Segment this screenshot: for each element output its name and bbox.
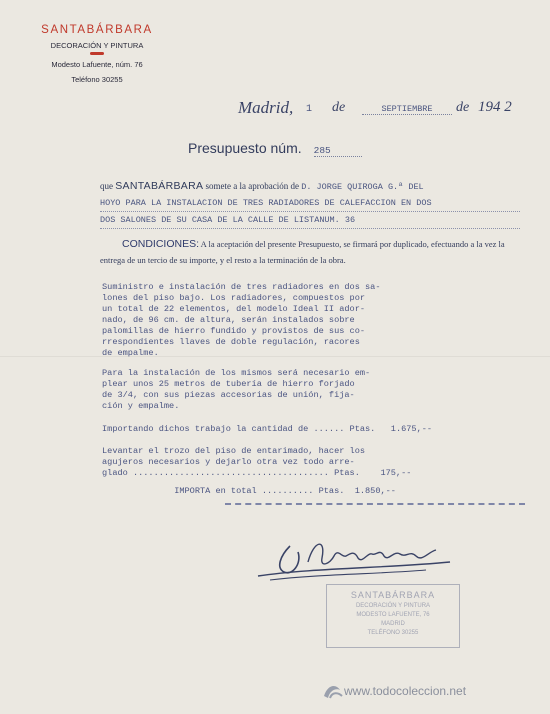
intro-text: somete a la aprobación de [205, 181, 299, 191]
watermark [322, 682, 466, 700]
date-year: 194 2 [478, 99, 512, 115]
body-paragraph-2: Para la instalación de los mismos será necesario em- plear unos 25 metros de tubería de hierro forjado de 3/4, con sus piezas accesorias de unión, fija- ción y empalme. [102, 368, 371, 411]
presupuesto-label: Presupuesto núm. [188, 140, 302, 156]
stamp-line-1: DECORACIÓN Y PINTURA [355, 603, 431, 609]
letterhead-address: Modesto Lafuente, núm. 76 [51, 60, 143, 69]
stamp-line-3: MADRID [381, 621, 405, 627]
body-paragraph-4: Levantar el trozo del piso de entarimado, hacer los agujeros necesarios y dejarlo otra vez todo arre- glado ...................................... Ptas. 175,-- [102, 446, 412, 478]
date-city: Madrid, [238, 98, 294, 117]
intro-paragraph [100, 178, 520, 229]
date-de-first: de [332, 100, 346, 115]
signature-scribble [250, 528, 460, 584]
intro-company: SANTABÁRBARA [115, 180, 204, 192]
intro-line-2: HOYO PARA LA INSTALACION DE TRES RADIADORES DE CALEFACCION EN DOS [100, 195, 520, 212]
watermark-text: www.todocoleccion.net [344, 684, 467, 698]
letterhead-phone: Teléfono 30255 [71, 75, 123, 84]
conditions [100, 236, 520, 268]
intro-recipient: D. JORGE QUIROGA G.ª DEL [301, 182, 424, 192]
total-rule [225, 503, 525, 505]
company-stamp [326, 584, 460, 648]
date-month: SEPTIEMBRE [362, 104, 452, 115]
letterhead [22, 24, 172, 84]
presupuesto-number: 285 [314, 145, 362, 157]
conditions-text: A la aceptación del presente Presupuesto, se firmará por duplicado, efectuando a la vez la entrega de un tercio de su importe, y el resto a la terminación de la obra. [100, 239, 505, 265]
intro-line-3: DOS SALONES DE SU CASA DE LA CALLE DE LISTANUM. 36 [100, 212, 520, 229]
body-subtotal-line: Importando dichos trabajo la cantidad de ...... Ptas. 1.675,-- [102, 424, 433, 434]
date-day: 1 [306, 104, 313, 115]
watermark-logo-icon [322, 682, 344, 700]
presupuesto-heading [188, 140, 362, 158]
stamp-line-2: MODESTO LAFUENTE, 76 [356, 612, 430, 618]
date-de-second: de [456, 100, 470, 115]
body-total-line: IMPORTA en total .......... Ptas. 1.850,-- [102, 486, 396, 496]
letterhead-subtitle: DECORACIÓN Y PINTURA [50, 41, 144, 50]
dateline [238, 98, 523, 120]
stamp-line-4: TELÉFONO 30255 [367, 630, 419, 636]
letterhead-mark [90, 52, 104, 55]
stamp-name: SANTABÁRBARA [350, 590, 436, 600]
conditions-label: CONDICIONES: [122, 238, 200, 250]
signature [250, 528, 460, 589]
body-paragraph-1: Suministro e instalación de tres radiadores en dos sa- lones del piso bajo. Los radiadores, compuestos por un total de 22 elementos, del modelo Ideal II ador- nado, de 96 cm. de altura, serán instalados sobre palomillas de hierro fundido y provistos de sus co- rrespondientes llaves de doble regulación, racores de empalme. [102, 282, 381, 358]
letterhead-company: SANTABÁRBARA [41, 24, 153, 36]
intro-que: que [100, 181, 113, 191]
